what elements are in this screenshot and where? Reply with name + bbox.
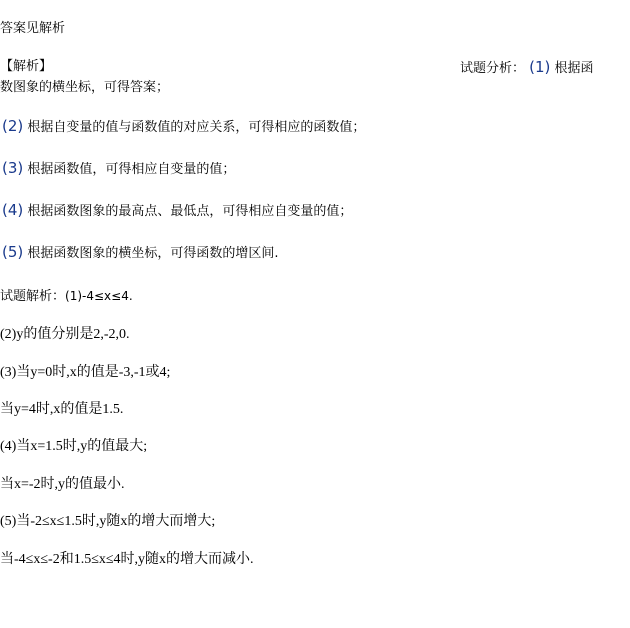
- solution-line-5b: 当-4≤x≤-2和1.5≤x≤4时,y随x的增大而减小.: [0, 552, 254, 567]
- step-4-text: 根据函数图象的最高点、最低点，可得相应自变量的值；: [27, 204, 353, 219]
- solution-line-4b: 当x=-2时,y的值最小.: [0, 477, 125, 492]
- analysis-step-5: [2, 243, 279, 263]
- analysis-step-3: [2, 159, 235, 179]
- step-3-text: 根据函数值，可得相应自变量的值；: [27, 162, 236, 177]
- step-1-number: (1): [529, 58, 551, 76]
- solution-1-text: (1)-4≤x≤4.: [65, 289, 133, 303]
- step-2-number: (2): [2, 117, 24, 135]
- analysis-label: 试题分析：: [460, 61, 526, 76]
- solution-line-5a: (5)当-2≤x≤1.5时,y随x的增大而增大;: [0, 514, 216, 529]
- analysis-step-1-first-line: [460, 58, 594, 78]
- analysis-tag: 【解析】: [0, 59, 53, 74]
- step-1-text-b: 数图象的横坐标，可得答案；: [0, 80, 170, 95]
- solution-line-4a: (4)当x=1.5时,y的值最大;: [0, 439, 148, 454]
- solution-line-1: [0, 287, 133, 306]
- answer-heading: 答案见解析: [0, 21, 66, 36]
- solution-line-3b: 当y=4时,x的值是1.5.: [0, 402, 124, 417]
- solution-label: 试题解析：: [0, 289, 66, 304]
- step-2-text: 根据自变量的值与函数值的对应关系，可得相应的函数值；: [27, 120, 366, 135]
- step-3-number: (3): [2, 159, 24, 177]
- step-4-number: (4): [2, 201, 24, 219]
- solution-line-2: (2)y的值分别是2,-2,0.: [0, 327, 130, 342]
- step-1-text-a: 根据函: [554, 61, 594, 76]
- step-5-text: 根据函数图象的横坐标，可得函数的增区间.: [27, 246, 279, 261]
- step-5-number: (5): [2, 243, 24, 261]
- analysis-step-4: [2, 201, 352, 221]
- solution-line-3a: (3)当y=0时,x的值是-3,-1或4;: [0, 365, 171, 380]
- analysis-step-2: [2, 117, 365, 137]
